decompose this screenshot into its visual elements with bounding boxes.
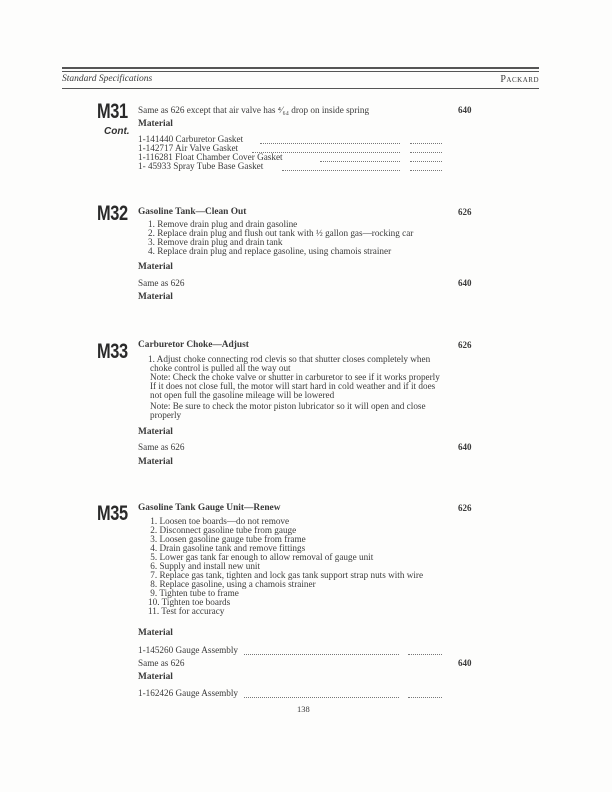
section-code: M35 xyxy=(97,502,128,525)
step-continuation: choke control is pulled all the way out xyxy=(150,363,291,373)
header-rule-top xyxy=(62,67,539,69)
step: 1. Adjust choke connecting rod clevis so that shutter closes completely when xyxy=(148,354,431,364)
note: If it does not close full, the motor will start hard in cold weather and if it does xyxy=(150,381,436,391)
dot-leader xyxy=(252,152,400,153)
material-heading: Material xyxy=(138,628,173,638)
part-line: 1-145260 Gauge Assembly xyxy=(138,645,239,655)
section-code: M31 xyxy=(97,100,128,123)
part-line: 1-116281 Float Chamber Cover Gasket xyxy=(138,152,283,162)
operation-number: 640 xyxy=(458,442,472,452)
note: not open full the gasoline mileage will be lowered xyxy=(150,390,335,400)
section-title: Carburetor Choke—Adjust xyxy=(138,340,249,350)
section-code: M32 xyxy=(97,202,128,225)
dot-leader xyxy=(410,161,442,162)
dot-leader xyxy=(408,654,442,655)
part-line: 1-141440 Carburetor Gasket xyxy=(138,134,244,144)
step: 1. Remove drain plug and drain gasoline xyxy=(148,219,298,229)
step: 2. Replace drain plug and flush out tank with ½ gallon gas—rocking car xyxy=(148,228,414,238)
step: 4. Drain gasoline tank and remove fittings xyxy=(148,543,306,553)
material-heading: Material xyxy=(138,262,173,272)
section-title: Gasoline Tank—Clean Out xyxy=(138,207,247,217)
note: Note: Check the choke valve or shutter in carburetor to see if it works properly xyxy=(150,372,440,382)
same-as-text: Same as 626 xyxy=(138,278,185,288)
operation-number: 640 xyxy=(458,658,472,668)
part-line: 1-162426 Gauge Assembly xyxy=(138,688,239,698)
page-number: 138 xyxy=(297,704,310,714)
same-as-text: Same as 626 xyxy=(138,442,185,452)
dot-leader xyxy=(410,143,442,144)
operation-number: 626 xyxy=(458,340,472,350)
section-code: M33 xyxy=(97,340,128,363)
step: 2. Disconnect gasoline tube from gauge xyxy=(148,525,297,535)
step: 5. Lower gas tank far enough to allow removal of gauge unit xyxy=(148,552,374,562)
material-heading: Material xyxy=(138,119,173,129)
same-as-text: Same as 626 xyxy=(138,658,185,668)
dot-leader xyxy=(408,697,442,698)
step: 4. Replace drain plug and replace gasoline, using chamois strainer xyxy=(148,246,392,256)
operation-number: 640 xyxy=(458,278,472,288)
step: 1. Loosen toe boards—do not remove xyxy=(148,516,290,526)
section-title: Gasoline Tank Gauge Unit—Renew xyxy=(138,503,281,513)
dot-leader xyxy=(244,697,399,698)
step: 6. Supply and install new unit xyxy=(148,561,261,571)
operation-number: 640 xyxy=(458,105,472,115)
dot-leader xyxy=(410,152,442,153)
material-heading: Material xyxy=(138,672,173,682)
part-line: 1-142717 Air Valve Gasket xyxy=(138,143,239,153)
dot-leader xyxy=(320,161,400,162)
note: properly xyxy=(150,410,182,420)
step: 10. Tighten toe boards xyxy=(148,597,231,607)
dot-leader xyxy=(260,143,400,144)
dot-leader xyxy=(410,170,442,171)
step: 9. Tighten tube to frame xyxy=(148,588,239,598)
part-line: 1- 45933 Spray Tube Base Gasket xyxy=(138,161,264,171)
dot-leader xyxy=(282,170,400,171)
header-brand: Packard xyxy=(500,74,539,85)
header-rule-bottom xyxy=(62,88,539,89)
material-heading: Material xyxy=(138,292,173,302)
step: 7. Replace gas tank, tighten and lock gas tank support strap nuts with wire xyxy=(148,570,424,580)
section-continued: Cont. xyxy=(104,126,130,137)
step: 11. Test for accuracy xyxy=(148,606,225,616)
header-rule-top-thin xyxy=(62,71,539,72)
dot-leader xyxy=(244,654,399,655)
material-heading: Material xyxy=(138,457,173,467)
note: Note: Be sure to check the motor piston lubricator so it will open and close xyxy=(150,401,426,411)
header-title: Standard Specifications xyxy=(62,74,153,84)
material-heading: Material xyxy=(138,427,173,437)
section-description: Same as 626 except that air valve has ⁴⁄₆₄ drop on inside spring xyxy=(138,105,370,115)
operation-number: 626 xyxy=(458,503,472,513)
step: 8. Replace gasoline, using a chamois strainer xyxy=(148,579,316,589)
operation-number: 626 xyxy=(458,207,472,217)
step: 3. Remove drain plug and drain tank xyxy=(148,237,283,247)
step: 3. Loosen gasoline gauge tube from frame xyxy=(148,534,306,544)
